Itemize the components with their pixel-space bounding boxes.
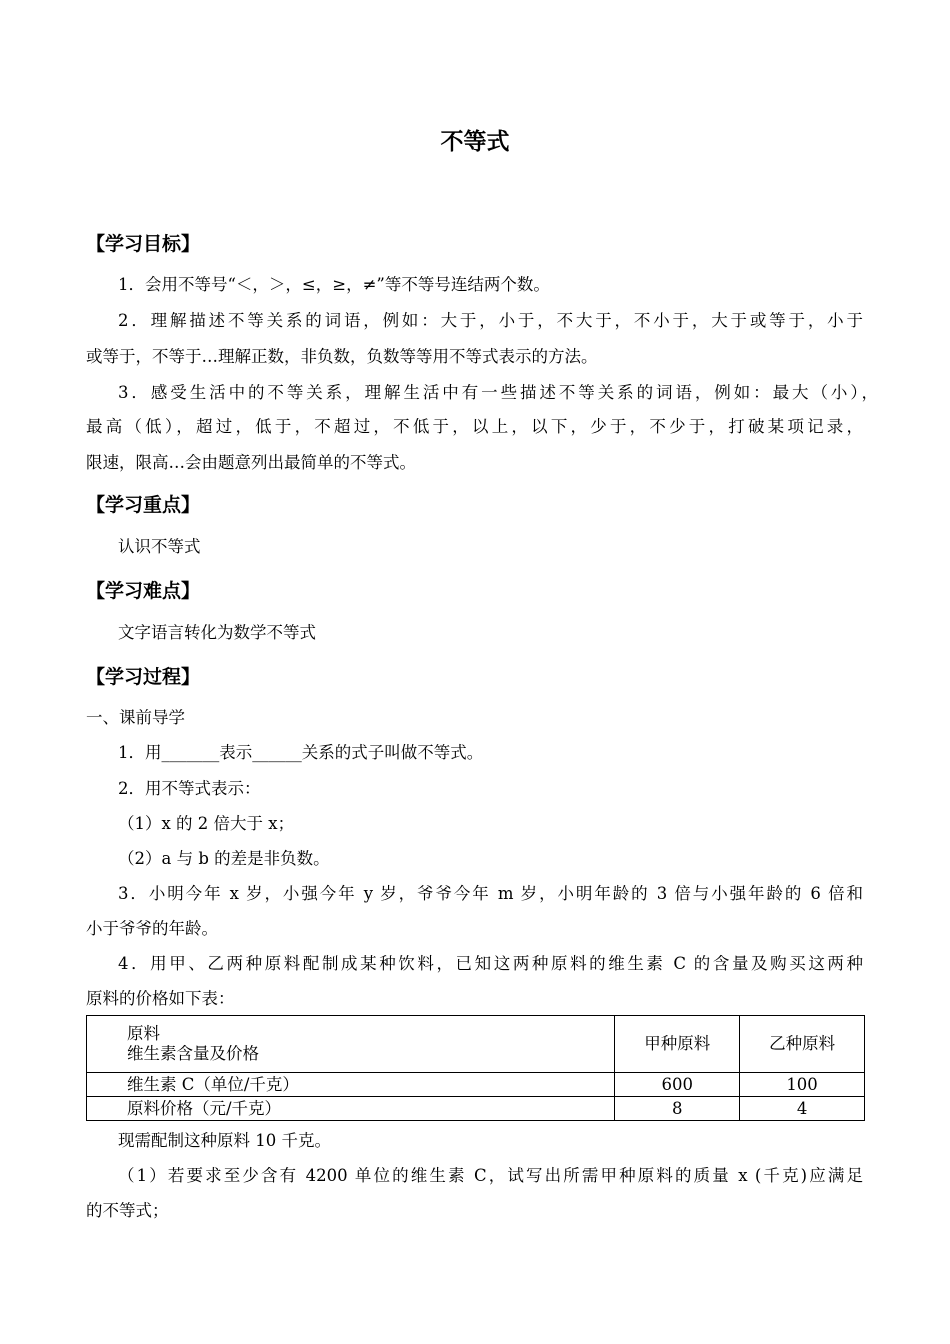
question-4-part-1-line-1: （1）若要求至少含有 4200 单位的维生素 C，试写出所需甲种原料的质量 x (千克)应满足 (118, 1166, 863, 1185)
question-4-line-1: 4．用甲、乙两种原料配制成某种饮料，已知这两种原料的维生素 C 的含量及购买这两种 (118, 954, 863, 973)
row-value-b: 4 (740, 1097, 865, 1121)
after-table-text: 现需配制这种原料 10 千克。 (118, 1131, 331, 1150)
question-3-line-1: 3．小明今年 x 岁，小强今年 y 岁，爷爷今年 m 岁，小明年龄的 3 倍与小强年龄的 6 倍和 (118, 884, 863, 903)
goal-1: 1．会用不等号“＜，＞，≤，≥，≠”等不等号连结两个数。 (118, 275, 550, 294)
key-points-text: 认识不等式 (118, 537, 201, 556)
question-3-line-2: 小于爷爷的年龄。 (86, 919, 218, 938)
row-value-b: 100 (740, 1073, 865, 1097)
row-label: 维生素 C（单位/千克） (87, 1073, 615, 1097)
goal-3-line-1: 3．感受生活中的不等关系，理解生活中有一些描述不等关系的词语，例如：最大（小）， (118, 383, 878, 402)
question-2: 2．用不等式表示： (118, 779, 261, 798)
goal-2-line-2: 或等于，不等于…理解正数，非负数，负数等等用不等式表示的方法。 (86, 347, 598, 366)
goal-3-line-2: 最高（低），超过，低于，不超过，不低于，以上，以下，少于，不少于，打破某项记录， (86, 417, 863, 436)
column-header-a: 甲种原料 (615, 1016, 740, 1073)
diagonal-header-cell (87, 1016, 615, 1073)
row-value-a: 600 (615, 1073, 740, 1097)
row-label: 原料价格（元/千克） (87, 1097, 615, 1121)
process-heading: 【学习过程】 (86, 666, 201, 688)
question-2-part-1: （1）x 的 2 倍大于 x； (118, 814, 295, 833)
question-1: 1．用_______表示______关系的式子叫做不等式。 (118, 743, 484, 762)
key-points-heading: 【学习重点】 (86, 494, 201, 516)
difficulty-text: 文字语言转化为数学不等式 (118, 623, 316, 642)
material-table (86, 1015, 865, 1121)
column-header-b: 乙种原料 (740, 1016, 865, 1073)
question-4-part-1-line-2: 的不等式； (86, 1201, 169, 1220)
table-header-row (87, 1016, 865, 1073)
header-bottom-label: 维生素含量及价格 (127, 1044, 259, 1063)
page-title: 不等式 (440, 129, 510, 155)
table-row (87, 1097, 865, 1121)
row-value-a: 8 (615, 1097, 740, 1121)
goal-3-line-3: 限速，限高…会由题意列出最简单的不等式。 (86, 453, 416, 472)
goals-heading: 【学习目标】 (86, 233, 201, 255)
table-row (87, 1073, 865, 1097)
pre-class-heading: 一、课前导学 (86, 708, 185, 727)
difficulty-heading: 【学习难点】 (86, 580, 201, 602)
question-4-line-2: 原料的价格如下表： (86, 989, 235, 1008)
question-2-part-2: （2）a 与 b 的差是非负数。 (118, 849, 330, 868)
header-top-label: 原料 (127, 1024, 160, 1043)
goal-2-line-1: 2．理解描述不等关系的词语，例如：大于，小于，不大于，不小于，大于或等于，小于 (118, 311, 863, 330)
